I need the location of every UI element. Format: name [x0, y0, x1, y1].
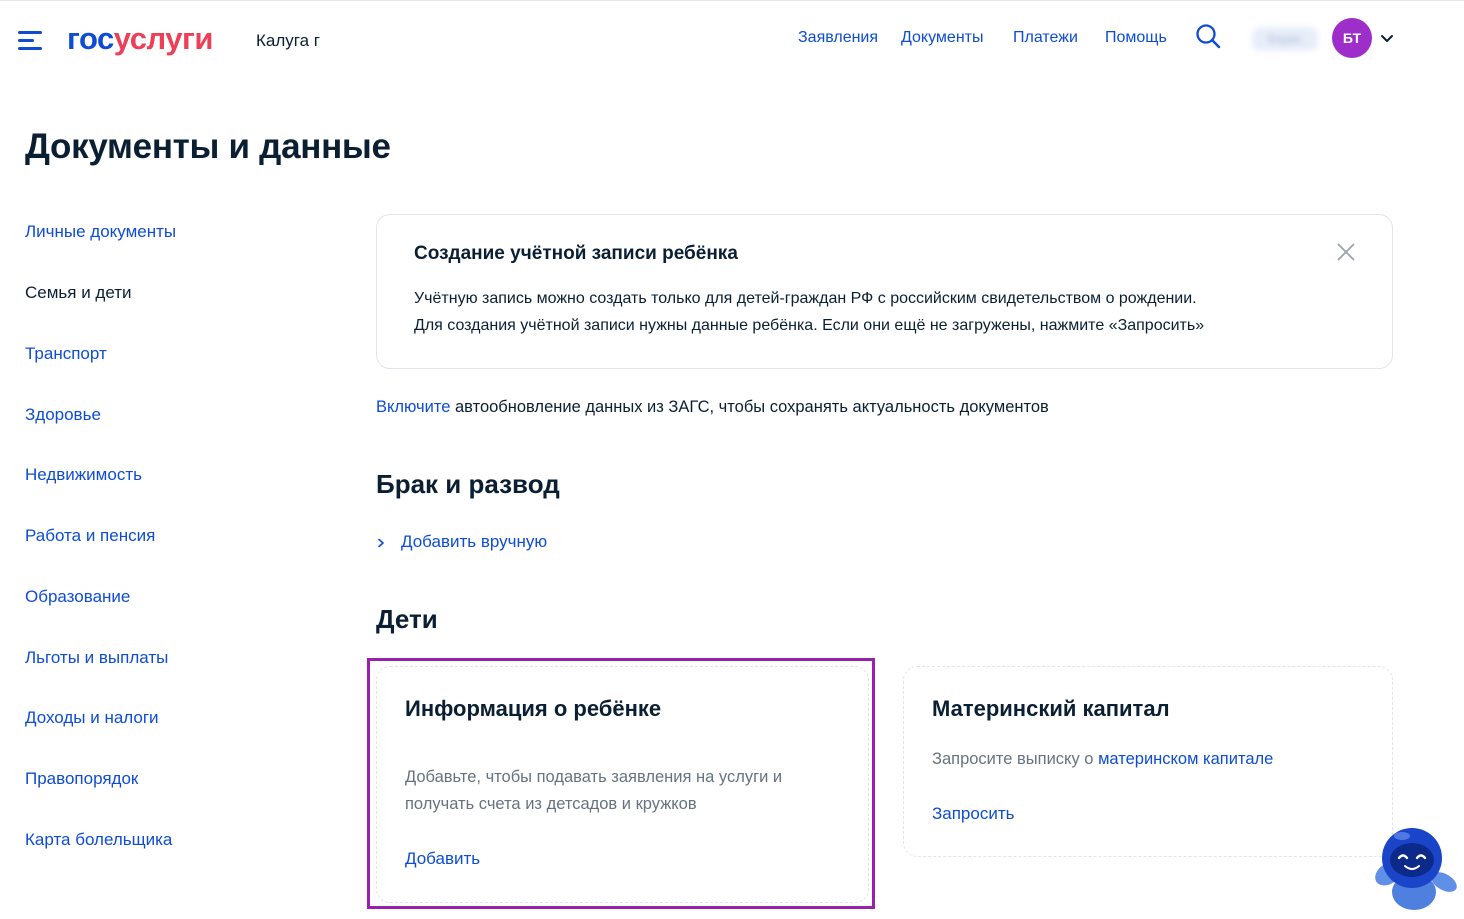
section-title-marriage: Брак и развод	[376, 469, 560, 499]
zags-autoupdate-text: автообновление данных из ЗАГС, чтобы сохранять актуальность документов	[450, 398, 1049, 416]
nav-applications[interactable]: Заявления	[798, 29, 879, 46]
close-icon[interactable]	[1335, 241, 1357, 263]
maternity-capital-link[interactable]: материнском капитале	[1098, 750, 1274, 768]
nav-payments[interactable]: Платежи	[1013, 29, 1078, 46]
header	[0, 0, 1464, 74]
section-title-children: Дети	[376, 604, 438, 634]
logo-part-uslugi: услуги	[113, 21, 213, 56]
sidebar-item-income-taxes[interactable]: Доходы и налоги	[25, 708, 159, 727]
child-card-desc-line1: Добавьте, чтобы подавать заявления на услуги и	[405, 768, 783, 786]
sidebar-item-work-pension[interactable]: Работа и пенсия	[25, 526, 156, 545]
highlight-frame	[367, 658, 875, 909]
city-selector[interactable]: Калуга г	[256, 31, 320, 50]
add-manually-link[interactable]	[376, 532, 547, 552]
sidebar-item-fan-card[interactable]: Карта болельщика	[25, 830, 173, 849]
robot-assistant-icon[interactable]	[1368, 822, 1460, 914]
sidebar-item-health[interactable]: Здоровье	[25, 405, 101, 424]
sidebar-item-benefits[interactable]: Льготы и выплаты	[25, 648, 169, 667]
chevron-down-icon[interactable]	[1379, 30, 1395, 46]
logo[interactable]	[67, 21, 213, 57]
nav-help[interactable]: Помощь	[1105, 29, 1167, 46]
capital-card-desc	[932, 750, 1273, 769]
sidebar-item-law[interactable]: Правопорядок	[25, 769, 139, 788]
capital-card-title: Материнский капитал	[932, 696, 1170, 721]
sidebar-item-personal-documents[interactable]: Личные документы	[25, 222, 177, 241]
add-manually-label: Добавить вручную	[401, 532, 548, 551]
zags-autoupdate-line	[376, 398, 1049, 417]
search-icon[interactable]	[1195, 23, 1221, 49]
user-name[interactable]: Борис	[1252, 27, 1318, 51]
add-child-button[interactable]: Добавить	[405, 849, 481, 868]
banner-text-line1: Учётную запись можно создать только для детей-граждан РФ с российским свидетельством о рождении.	[414, 290, 1197, 307]
banner-title: Создание учётной записи ребёнка	[414, 243, 738, 264]
burger-menu-icon[interactable]	[18, 31, 44, 51]
enable-autoupdate-link[interactable]: Включите	[376, 398, 451, 416]
child-account-banner	[376, 214, 1393, 369]
sidebar-item-real-estate[interactable]: Недвижимость	[25, 465, 142, 484]
chevron-right-icon	[376, 538, 386, 548]
sidebar-item-education[interactable]: Образование	[25, 587, 131, 606]
maternity-capital-card	[903, 666, 1393, 857]
avatar[interactable]: БТ	[1332, 18, 1372, 58]
sidebar-item-family-children[interactable]: Семья и дети	[25, 283, 132, 302]
capital-card-desc-text: Запросите выписку о	[932, 750, 1099, 768]
nav-documents[interactable]: Документы	[901, 29, 984, 46]
child-card-title: Информация о ребёнке	[405, 696, 662, 721]
logo-part-gos: гос	[67, 21, 114, 56]
sidebar-item-transport[interactable]: Транспорт	[25, 344, 107, 363]
banner-text-line2: Для создания учётной записи нужны данные ребёнка. Если они ещё не загружены, нажмите «Запросить»	[414, 317, 1205, 334]
child-card-desc-line2: получать счета из детсадов и кружков	[405, 795, 697, 813]
request-capital-button[interactable]: Запросить	[932, 804, 1015, 823]
page-title: Документы и данные	[25, 127, 391, 166]
